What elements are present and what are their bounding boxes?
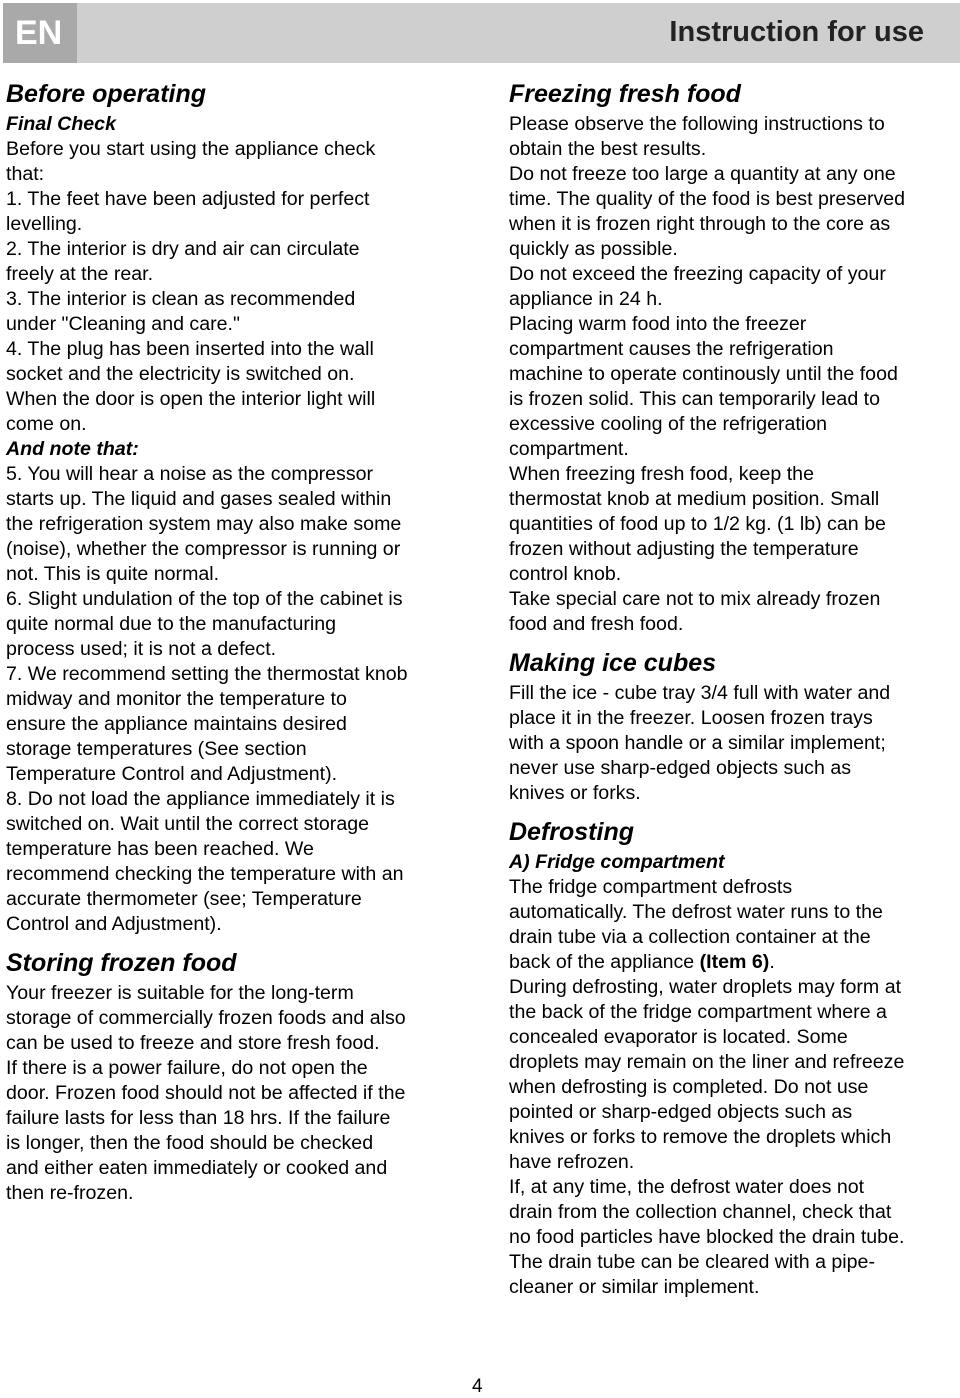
text-line: under "Cleaning and care." [6,313,240,335]
text-line: machine to operate continously until the food [509,363,898,385]
text-line: is longer, then the food should be checked [6,1132,374,1154]
text-line: midway and monitor the temperature to [6,688,347,710]
text-line: concealed evaporator is located. Some [509,1026,848,1048]
document-title: Instruction for use [669,16,924,48]
text-line: failure lasts for less than 18 hrs. If the failure [6,1107,391,1129]
text-line: When the door is open the interior light will [6,388,376,410]
note-text [6,462,456,937]
text-line: The fridge compartment defrosts [509,876,793,898]
text-line: 1. The feet have been adjusted for perfect [6,188,370,210]
text-line: frozen without adjusting the temperature [509,538,859,560]
text-line: and either eaten immediately or cooked and [6,1157,388,1179]
left-column [6,78,456,1206]
text-line: The drain tube can be cleared with a pipe- [509,1251,875,1273]
text-line: Fill the ice - cube tray 3/4 full with water and [509,682,891,704]
text-line: starts up. The liquid and gases sealed within [6,488,392,510]
subheading-fridge-compartment: A) Fridge compartment [509,851,725,873]
ice-text [509,681,953,806]
text-line: Before you start using the appliance check [6,138,376,160]
text-line: Temperature Control and Adjustment). [6,763,338,785]
section-heading-freezing-fresh-food: Freezing fresh food [509,80,741,108]
text-line: Do not exceed the freezing capacity of your [509,263,886,285]
text-line: Placing warm food into the freezer [509,313,807,335]
text-line: During defrosting, water droplets may form at [509,976,902,998]
text-line: the refrigeration system may also make some [6,513,402,535]
text-line: drain tube via a collection container at the [509,926,871,948]
storing-text [6,981,456,1206]
item-ref-suffix: . [769,951,775,973]
text-line: when defrosting is completed. Do not use [509,1076,869,1098]
section-heading-before-operating: Before operating [6,80,207,108]
text-line: never use sharp-edged objects such as [509,757,852,779]
text-line: place it in the freezer. Loosen frozen trays [509,707,873,729]
freezing-text [509,112,953,637]
text-line: Your freezer is suitable for the long-term [6,982,354,1004]
text-line: when it is frozen right through to the core as [509,213,891,235]
text-line: When freezing fresh food, keep the [509,463,814,485]
text-line: process used; it is not a defect. [6,638,277,660]
defrosting-text [509,875,953,1300]
item-ref-prefix: back of the appliance [509,951,700,973]
text-line: If there is a power failure, do not open the [6,1057,368,1079]
text-line: knives or forks. [509,782,641,804]
text-line: that: [6,163,45,185]
subheading-final-check: Final Check [6,113,116,135]
language-tag: EN [3,3,77,63]
text-line: switched on. Wait until the correct storage [6,813,370,835]
text-line: compartment. [509,438,629,460]
text-line: Do not freeze too large a quantity at any one [509,163,896,185]
text-line: time. The quality of the food is best preserved [509,188,906,210]
text-line: knives or forks to remove the droplets which [509,1126,892,1148]
final-check-text [6,137,456,437]
text-line: control knob. [509,563,622,585]
text-line: 7. We recommend setting the thermostat knob [6,663,408,685]
page-number: 4 [472,1376,483,1397]
text-line: excessive cooling of the refrigeration [509,413,828,435]
text-line: 2. The interior is dry and air can circulate [6,238,360,260]
text-line: no food particles have blocked the drain tube. [509,1226,905,1248]
text-line: automatically. The defrost water runs to the [509,901,883,923]
section-heading-making-ice-cubes: Making ice cubes [509,649,717,677]
subheading-and-note-that: And note that: [6,438,139,460]
text-line: quantities of food up to 1/2 kg. (1 lb) can be [509,513,886,535]
text-line: then re-frozen. [6,1182,134,1204]
text-line: Control and Adjustment). [6,913,222,935]
text-line: 6. Slight undulation of the top of the cabinet is [6,588,403,610]
text-line: storage temperatures (See section [6,738,307,760]
text-line: (noise), whether the compressor is running or [6,538,401,560]
text-line: droplets may remain on the liner and refreeze [509,1051,905,1073]
text-line: appliance in 24 h. [509,288,663,310]
text-line: quickly as possible. [509,238,678,260]
text-line: obtain the best results. [509,138,707,160]
text-line: If, at any time, the defrost water does not [509,1176,865,1198]
section-heading-defrosting: Defrosting [509,818,634,846]
text-line: Please observe the following instructions to [509,113,885,135]
text-line: freely at the rear. [6,263,154,285]
text-line: not. This is quite normal. [6,563,220,585]
text-line: door. Frozen food should not be affected if the [6,1082,406,1104]
text-line: is frozen solid. This can temporarily lead to [509,388,880,410]
right-column [509,78,953,1300]
text-line: the back of the fridge compartment where a [509,1001,887,1023]
text-line: drain from the collection channel, check that [509,1201,892,1223]
text-line: storage of commercially frozen foods and also [6,1007,406,1029]
text-line: quite normal due to the manufacturing [6,613,337,635]
text-line: compartment causes the refrigeration [509,338,834,360]
section-heading-storing-frozen-food: Storing frozen food [6,949,237,977]
text-line [509,950,953,975]
text-line: can be used to freeze and store fresh food. [6,1032,380,1054]
text-line: socket and the electricity is switched on. [6,363,355,385]
item-reference: (Item 6) [699,951,770,973]
text-line: food and fresh food. [509,613,684,635]
text-line: temperature has been reached. We [6,838,314,860]
text-line: 4. The plug has been inserted into the wall [6,338,374,360]
text-line: thermostat knob at medium position. Small [509,488,880,510]
text-line: pointed or sharp-edged objects such as [509,1101,853,1123]
text-line: cleaner or similar implement. [509,1276,760,1298]
text-line: Take special care not to mix already frozen [509,588,881,610]
text-line: recommend checking the temperature with an [6,863,404,885]
text-line: come on. [6,413,87,435]
page-header [3,3,960,63]
text-line: levelling. [6,213,83,235]
text-line: ensure the appliance maintains desired [6,713,347,735]
text-line: with a spoon handle or a similar implement; [509,732,886,754]
text-line: accurate thermometer (see; Temperature [6,888,362,910]
text-line: 5. You will hear a noise as the compressor [6,463,374,485]
text-line: 8. Do not load the appliance immediately it is [6,788,395,810]
text-line: 3. The interior is clean as recommended [6,288,356,310]
text-line: have refrozen. [509,1151,635,1173]
